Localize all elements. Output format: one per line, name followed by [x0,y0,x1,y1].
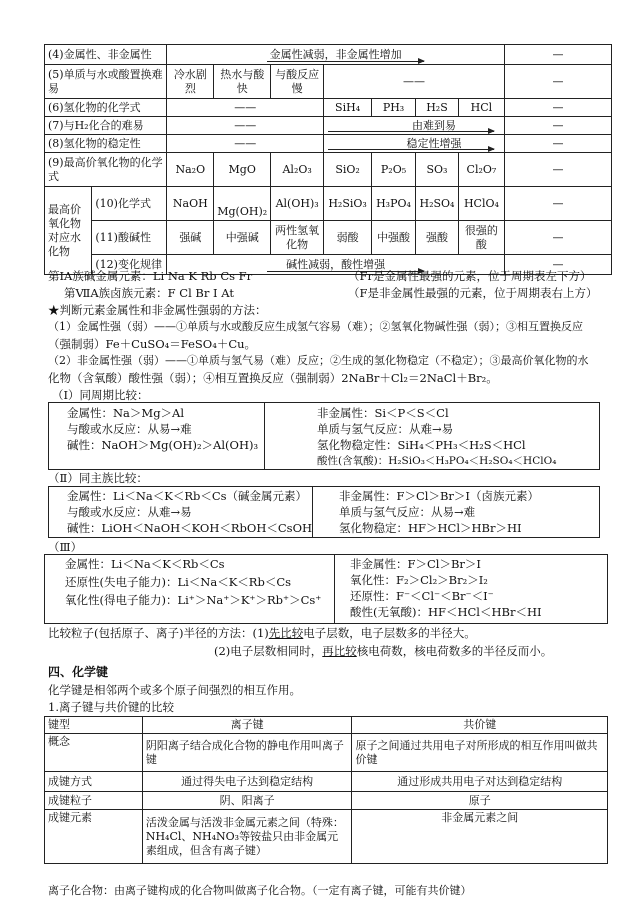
row-label: (12)变化规律 [92,255,167,275]
last-cell: — [504,255,611,275]
box-left [45,555,335,623]
trend-arrow-cell [324,135,505,153]
last-cell: — [504,135,611,153]
row-label: (5)单质与水或酸置换难易 [45,65,167,99]
last-cell: — [504,187,611,221]
box-line: 单质与氢气反应：从难→易 [317,422,454,436]
box-line: 碱性：NaOH＞Mg(OH)₂＞Al(OH)₃ [67,438,259,452]
table-header-row [45,717,608,734]
table-cell: H₂S [416,99,459,117]
header-cell: 键型 [45,717,143,734]
table-cell: 原子 [352,792,608,810]
footer-note: 离子化合物：由离子键构成的化合物叫做离子化合物。（一定有离子键，可能有共价键） [48,884,472,897]
box-line: 与酸或水反应：从难→易 [67,505,192,519]
table-cell: —— [167,135,324,153]
bond-comparison-table [44,716,608,864]
table-cell: 强酸 [416,221,459,255]
box-line: 非金属性：F＞Cl＞Br＞I [350,557,481,571]
halogen-line: 第ⅦA族卤族元素：F Cl Br I At [64,286,234,300]
table-cell: 概念 [45,734,143,772]
table-cell: 弱酸 [324,221,372,255]
table-cell: PH₃ [372,99,416,117]
metal-method-line2: （强制弱）Fe＋CuSO₄＝FeSO₄＋Cu。 [48,337,257,351]
table-cell: 中强酸 [372,221,416,255]
box-line: 金属性：Na＞Mg＞Al [67,406,185,420]
last-cell: — [504,221,611,255]
last-cell: — [504,117,611,135]
table-cell: 阴阳离子结合成化合物的静电作用叫离子键 [142,734,352,772]
trend-text: 稳定性增强 [406,136,462,150]
table-cell: 阴、阳离子 [142,792,352,810]
radius-text: 核电荷数，核电荷数多的半径反而小。 [356,644,553,658]
row-label: (11)酸碱性 [92,221,167,255]
trend-arrow-cell [324,117,505,135]
table-cell: SO₃ [416,153,459,187]
nonmetal-method-line: （2）非金属性强（弱）——①单质与氢气易（难）反应；②生成的氢化物稳定（不稳定）；③最高价氧化物的水 [48,354,589,367]
table-row [45,187,612,221]
table-row [45,221,612,255]
table-cell: 活泼金属与活泼非金属元素之间（特殊：NH₄Cl、NH₄NO₃等铵盐只由非金属元素组成，但含有离子键） [142,810,352,864]
arrow-icon [328,131,494,132]
table-cell: NaOH [167,187,214,221]
section-definition: 化学键是相邻两个或多个原子间强烈的相互作用。 [48,683,301,697]
table-cell: SiH₄ [324,99,372,117]
box-line: 金属性：Li＜Na＜K＜Rb＜Cs [65,557,225,571]
row-label: (4)金属性、非金属性 [45,45,167,65]
box-line: 氢化物稳定性：SiH₄＜PH₃＜H₂S＜HCl [317,438,526,452]
box-line: 单质与氢气反应：从易→难 [339,505,476,519]
row-label: (9)最高价氧化物的化学式 [45,153,167,187]
header-cell: 离子键 [142,717,352,734]
box-line: 与酸或水反应：从易→难 [67,422,192,436]
table-cell: H₂SO₄ [416,187,459,221]
table-cell: HClO₄ [458,187,504,221]
box-line: 酸性(含氧酸)：H₂SiO₃＜H₃PO₄＜H₂SO₄＜HClO₄ [317,455,557,467]
table-cell: 强碱 [167,221,214,255]
table-cell: H₃PO₄ [372,187,416,221]
halogen-note: （F是非金属性最强的元素，位于周期表右上方） [348,286,598,300]
table-row [45,99,612,117]
table-cell: 冷水剧烈 [167,65,214,99]
box-line: 氧化性：F₂＞Cl₂＞Br₂＞I₂ [350,573,488,587]
third-heading: （Ⅲ） [48,540,83,554]
method-heading: ★判断元素金属性和非金属性强弱的方法： [48,303,267,317]
radius-method-line2 [214,644,552,658]
box-line: 酸性(无氧酸)：HF＜HCl＜HBr＜HI [350,605,542,619]
trend-text: 由难到易 [411,118,456,132]
table-row [45,772,608,792]
header-cell: 共价键 [352,717,608,734]
last-cell: — [504,153,611,187]
trend-text: 碱性减弱，酸性增强 [286,257,386,271]
table-cell: 通过形成共用电子对达到稳定结构 [352,772,608,792]
table-row [45,792,608,810]
table-cell: 中强碱 [214,221,271,255]
alkali-note: （Fr是金属性最强的元素，位于周期表左下方） [348,269,592,283]
table-cell: HCl [458,99,504,117]
table-cell: 通过得失电子达到稳定结构 [142,772,352,792]
last-cell: — [504,45,611,65]
alkali-line: 第ⅠA族碱金属元素：Li Na K Rb Cs Fr [48,269,253,283]
row-label: (8)氢化物的稳定性 [45,135,167,153]
table-row [45,117,612,135]
table-cell: —— [167,117,324,135]
table-cell: 原子之间通过共用电子对所形成的相互作用叫做共价键 [352,734,608,772]
table-row [45,734,608,772]
table-row [45,65,612,99]
table-cell: Al(OH)₃ [271,187,324,221]
trend-text: 金属性减弱，非金属性增加 [269,47,402,61]
box-line: 非金属性：Si＜P＜S＜Cl [317,406,449,420]
table-cell: SiO₂ [324,153,372,187]
trend-arrow-cell [167,45,505,65]
box-left [49,487,313,537]
arrow-icon [328,149,494,150]
box-line: 还原性：F⁻＜Cl⁻＜Br⁻＜I⁻ [350,589,494,603]
table-cell: 非金属元素之间 [352,810,608,864]
row-label: (7)与H₂化合的难易 [45,117,167,135]
last-cell: — [504,65,611,99]
box-line: 金属性：Li＜Na＜K＜Rb＜Cs（碱金属元素） [67,489,308,503]
table-cell: Na₂O [167,153,214,187]
table-cell: —— [167,99,324,117]
box-line: 还原性(失电子能力)：Li＜Na＜K＜Rb＜Cs [65,575,292,589]
box-line: 碱性：LiOH＜NaOH＜KOH＜RbOH＜CsOH [67,521,313,535]
table-row [45,810,608,864]
table-cell: —— [324,65,505,99]
group-label: 最高价氧化物对应水化物 [45,187,92,275]
radius-text: 比较粒子(包括原子、离子)半径的方法：(1) [48,626,269,640]
row-label: (6)氢化物的化学式 [45,99,167,117]
table-cell: 很强的酸 [458,221,504,255]
table-cell: 与酸反应慢 [271,65,324,99]
table-cell: 热水与酸快 [214,65,271,99]
radius-method-line [48,626,476,640]
table-cell: Al₂O₃ [271,153,324,187]
table-cell: 两性氢氧化物 [271,221,324,255]
same-group-heading: （Ⅱ）同主族比较： [48,471,148,485]
table-row [45,135,612,153]
table-cell: 成键粒子 [45,792,143,810]
periodic-trend-table [44,44,612,275]
box-line: 氧化性(得电子能力)：Li⁺＞Na⁺＞K⁺＞Rb⁺＞Cs⁺ [65,593,322,607]
last-cell: — [504,99,611,117]
same-group-box [48,486,600,538]
box-left [49,403,265,469]
table-row [45,153,612,187]
table-cell: Cl₂O₇ [458,153,504,187]
table-cell: 成键方式 [45,772,143,792]
section-subtitle: 1.离子键与共价键的比较 [48,700,174,714]
section-title: 四、化学键 [48,665,109,679]
table-row [45,45,612,65]
table-cell: 成键元素 [45,810,143,864]
box-line: 非金属性：F＞Cl＞Br＞I（卤族元素） [339,489,539,503]
table-cell: Mg(OH)₂ [214,187,271,221]
table-cell: H₂SiO₃ [324,187,372,221]
table-cell: MgO [214,153,271,187]
arrow-icon [267,61,424,62]
radius-text: (2)电子层数相同时， [214,644,323,658]
metal-method-line: （1）金属性强（弱）——①单质与水或酸反应生成氢气容易（难）；②氢氧化物碱性强（弱）；③相互置换反应 [48,320,583,333]
nonmetal-method-line2: 化物（含氧酸）酸性强（弱）；④相互置换反应（强制弱）2NaBr＋Cl₂＝2NaCl＋Br₂。 [48,371,498,385]
table-cell: P₂O₅ [372,153,416,187]
same-period-box [48,402,600,470]
ion-comparison-box [44,554,608,624]
same-period-heading: （Ⅰ）同周期比较： [52,388,149,402]
radius-text: 电子层数，电子层数多的半径大。 [303,626,476,640]
radius-underlined: 先比较 [268,626,304,640]
box-line: 氢化物稳定：HF＞HCl＞HBr＞HI [339,521,522,535]
row-label: (10)化学式 [92,187,167,221]
radius-underlined: 再比较 [322,644,357,658]
